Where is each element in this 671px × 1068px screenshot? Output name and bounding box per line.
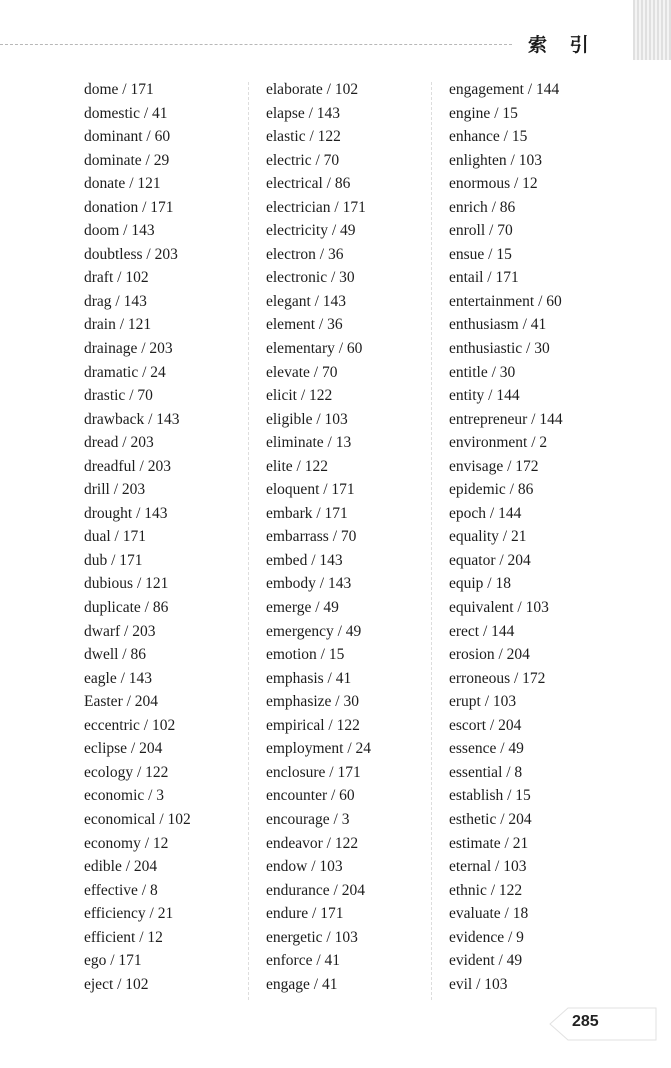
- index-entry: entertainment / 60: [449, 292, 562, 310]
- index-entry: engage / 41: [266, 975, 338, 993]
- index-entry: erroneous / 172: [449, 669, 546, 687]
- index-entry: emphasis / 41: [266, 669, 352, 687]
- index-entry: elicit / 122: [266, 387, 333, 405]
- index-entry: dread / 203: [84, 434, 154, 452]
- index-entry: enforce / 41: [266, 952, 341, 970]
- index-entry: dual / 171: [84, 528, 146, 546]
- index-entry: economical / 102: [84, 810, 191, 828]
- index-entry: donation / 171: [84, 198, 174, 216]
- index-entry: eagle / 143: [84, 669, 153, 687]
- index-entry: endeavor / 122: [266, 834, 359, 852]
- index-entry: evil / 103: [449, 975, 508, 993]
- index-entry: electric / 70: [266, 151, 340, 169]
- index-entry: electrician / 171: [266, 198, 366, 216]
- index-entry: enthusiasm / 41: [449, 316, 547, 334]
- index-entry: doubtless / 203: [84, 245, 178, 263]
- index-entry: duplicate / 86: [84, 599, 169, 617]
- index-entry: energetic / 103: [266, 928, 358, 946]
- index-entry: eligible / 103: [266, 410, 348, 428]
- index-entry: embed / 143: [266, 551, 343, 569]
- index-entry: elementary / 60: [266, 340, 363, 358]
- index-entry: dubious / 121: [84, 575, 169, 593]
- index-entry: effective / 8: [84, 881, 158, 899]
- index-entry: domestic / 41: [84, 104, 168, 122]
- index-entry: estimate / 21: [449, 834, 529, 852]
- index-entry: emphasize / 30: [266, 693, 359, 711]
- index-entry: engine / 15: [449, 104, 518, 122]
- page-number: 285: [572, 1013, 599, 1030]
- index-entry: evidence / 9: [449, 928, 524, 946]
- index-entry: element / 36: [266, 316, 343, 334]
- index-entry: dramatic / 24: [84, 363, 166, 381]
- index-entry: ecology / 122: [84, 763, 169, 781]
- index-entry: enthusiastic / 30: [449, 340, 550, 358]
- index-entry: enhance / 15: [449, 128, 528, 146]
- index-entry: envisage / 172: [449, 457, 539, 475]
- index-entry: drought / 143: [84, 504, 168, 522]
- index-entry: enrich / 86: [449, 198, 516, 216]
- index-entry: entrepreneur / 144: [449, 410, 563, 428]
- index-entry: erosion / 204: [449, 646, 530, 664]
- index-entry: essential / 8: [449, 763, 523, 781]
- index-entry: economy / 12: [84, 834, 169, 852]
- index-entry: donate / 121: [84, 175, 161, 193]
- index-entry: employment / 24: [266, 740, 372, 758]
- index-entry: entail / 171: [449, 269, 519, 287]
- index-entry: equip / 18: [449, 575, 511, 593]
- index-entry: economic / 3: [84, 787, 165, 805]
- index-entry: embark / 171: [266, 504, 348, 522]
- index-entry: ensue / 15: [449, 245, 512, 263]
- index-entry: efficiency / 21: [84, 905, 174, 923]
- index-entry: endure / 171: [266, 905, 344, 923]
- index-entry: enlighten / 103: [449, 151, 542, 169]
- index-entry: drawback / 143: [84, 410, 180, 428]
- index-entry: drainage / 203: [84, 340, 173, 358]
- index-entry: elevate / 70: [266, 363, 338, 381]
- index-entry: eject / 102: [84, 975, 149, 993]
- index-entry: emerge / 49: [266, 599, 339, 617]
- index-entry: enclosure / 171: [266, 763, 361, 781]
- index-entry: encourage / 3: [266, 810, 350, 828]
- index-entry: erect / 144: [449, 622, 515, 640]
- index-entry: eliminate / 13: [266, 434, 352, 452]
- index-column-2: [266, 78, 446, 996]
- index-entry: encounter / 60: [266, 787, 355, 805]
- index-column-1: [84, 78, 264, 996]
- index-entry: empirical / 122: [266, 716, 360, 734]
- index-entry: drag / 143: [84, 292, 147, 310]
- index-entry: elaborate / 102: [266, 81, 359, 98]
- index-entry: enormous / 12: [449, 175, 538, 193]
- index-entry: eternal / 103: [449, 858, 527, 876]
- index-entry: embarrass / 70: [266, 528, 357, 546]
- index-entry: elite / 122: [266, 457, 328, 475]
- index-entry: equivalent / 103: [449, 599, 549, 617]
- thumb-index-tab: [633, 0, 671, 60]
- index-entry: dwarf / 203: [84, 622, 156, 640]
- index-entry: endurance / 204: [266, 881, 365, 899]
- index-entry: evident / 49: [449, 952, 523, 970]
- index-entry: embody / 143: [266, 575, 352, 593]
- header-rule: [0, 44, 512, 45]
- index-entry: endow / 103: [266, 858, 343, 876]
- index-entry: epidemic / 86: [449, 481, 534, 499]
- index-entry: elastic / 122: [266, 128, 341, 146]
- index-entry: evaluate / 18: [449, 905, 529, 923]
- index-entry: elegant / 143: [266, 292, 347, 310]
- index-entry: dominant / 60: [84, 128, 171, 146]
- index-entry: emotion / 15: [266, 646, 345, 664]
- index-entry: drain / 121: [84, 316, 152, 334]
- index-entry: edible / 204: [84, 858, 158, 876]
- index-entry: epoch / 144: [449, 504, 522, 522]
- index-entry: entitle / 30: [449, 363, 516, 381]
- index-entry: drastic / 70: [84, 387, 153, 405]
- index-entry: environment / 2: [449, 434, 548, 452]
- index-entry: escort / 204: [449, 716, 522, 734]
- index-entry: draft / 102: [84, 269, 149, 287]
- index-entry: establish / 15: [449, 787, 531, 805]
- index-entry: esthetic / 204: [449, 810, 532, 828]
- index-entry: engagement / 144: [449, 81, 560, 98]
- index-entry: dome / 171: [84, 81, 154, 98]
- index-entry: eccentric / 102: [84, 716, 176, 734]
- index-entry: doom / 143: [84, 222, 155, 240]
- index-entry: eloquent / 171: [266, 481, 355, 499]
- index-entry: dreadful / 203: [84, 457, 171, 475]
- index-entry: equator / 204: [449, 551, 531, 569]
- index-entry: dub / 171: [84, 551, 143, 569]
- index-entry: essence / 49: [449, 740, 524, 758]
- index-entry: emergency / 49: [266, 622, 362, 640]
- page-number-badge: [548, 1002, 658, 1046]
- index-entry: electricity / 49: [266, 222, 356, 240]
- page-header-title: 索 引: [528, 34, 597, 56]
- index-entry: enroll / 70: [449, 222, 513, 240]
- index-column-3: [449, 78, 629, 996]
- index-entry: equality / 21: [449, 528, 527, 546]
- index-entry: dominate / 29: [84, 151, 170, 169]
- index-entry: erupt / 103: [449, 693, 517, 711]
- index-entry: Easter / 204: [84, 693, 159, 711]
- index-entry: efficient / 12: [84, 928, 163, 946]
- index-entry: dwell / 86: [84, 646, 146, 664]
- index-entry: eclipse / 204: [84, 740, 163, 758]
- index-entry: entity / 144: [449, 387, 520, 405]
- index-entry: ego / 171: [84, 952, 142, 970]
- index-entry: electron / 36: [266, 245, 344, 263]
- index-entry: electrical / 86: [266, 175, 351, 193]
- index-entry: elapse / 143: [266, 104, 341, 122]
- index-entry: drill / 203: [84, 481, 146, 499]
- index-entry: electronic / 30: [266, 269, 355, 287]
- index-entry: ethnic / 122: [449, 881, 523, 899]
